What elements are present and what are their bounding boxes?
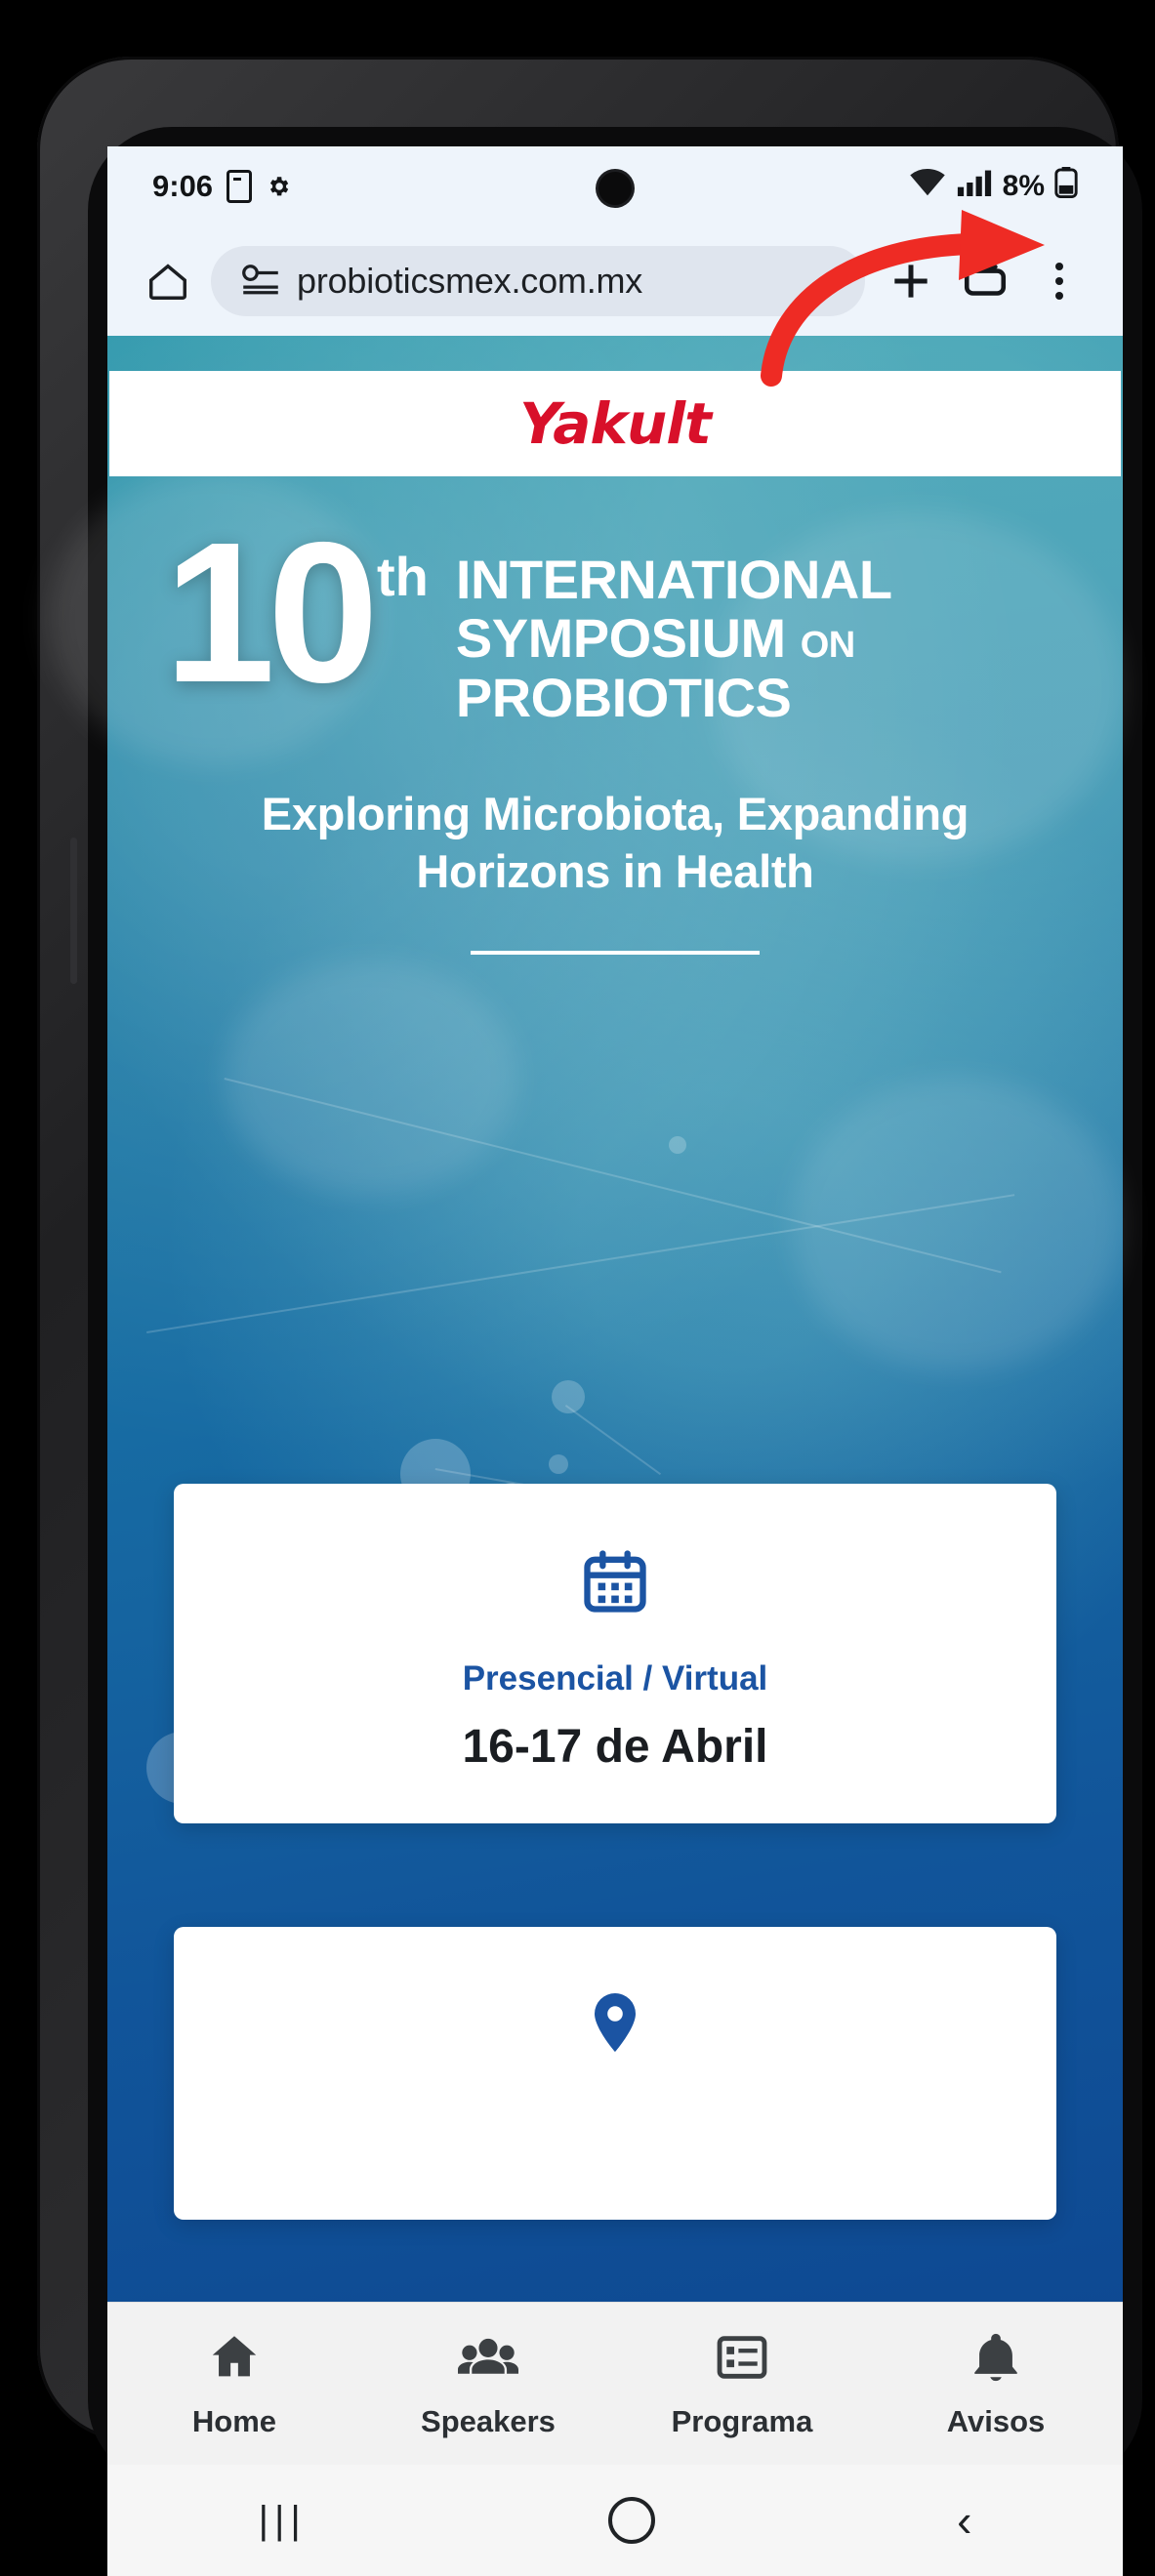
status-bar-clock: 9:06 xyxy=(152,169,214,203)
nav-item-avisos[interactable] xyxy=(869,2329,1123,2439)
calendar-icon xyxy=(174,1484,1056,1618)
hero-subtitle-line-1: Exploring Microbiota, Expanding xyxy=(261,788,969,840)
nav-label-speakers: Speakers xyxy=(421,2403,556,2438)
omnibox[interactable] xyxy=(211,246,865,316)
hero-heading xyxy=(107,501,1123,728)
bg-texture xyxy=(225,961,517,1195)
home-button[interactable] xyxy=(608,2497,655,2544)
speakers-group-icon xyxy=(458,2329,518,2391)
bell-icon xyxy=(969,2329,1022,2391)
tab-switcher-icon[interactable] xyxy=(957,253,1013,309)
plus-icon[interactable] xyxy=(883,253,939,309)
wifi-icon xyxy=(909,169,946,204)
hero-title-line-2-small: ON xyxy=(800,625,855,667)
nav-item-programa[interactable] xyxy=(615,2329,869,2439)
hero-title-line-3: PROBIOTICS xyxy=(455,666,792,728)
hero-edition-ordinal: th xyxy=(377,546,429,607)
hero-title-line-1: INTERNATIONAL xyxy=(455,549,892,610)
left-side-button[interactable] xyxy=(70,838,77,984)
program-list-icon xyxy=(714,2329,770,2391)
hero-title-line-2: SYMPOSIUM xyxy=(455,607,786,670)
date-card[interactable] xyxy=(174,1484,1056,1823)
status-bar-right xyxy=(909,167,1078,206)
hero-section xyxy=(107,501,1123,955)
location-card[interactable] xyxy=(174,1927,1056,2220)
web-page-content xyxy=(107,336,1123,2465)
nav-item-speakers[interactable] xyxy=(361,2329,615,2439)
hero-title xyxy=(456,551,892,727)
phone-screen xyxy=(107,146,1123,2546)
bg-network-node xyxy=(549,1454,568,1474)
hero-title-line-2-wrap xyxy=(456,609,892,668)
url-text[interactable]: probioticsmex.com.mx xyxy=(297,261,643,301)
date-card-caption: Presencial / Virtual xyxy=(462,1659,768,1697)
bg-texture xyxy=(791,1078,1123,1370)
cellular-signal-icon xyxy=(956,169,993,204)
hero-edition-number: 10 xyxy=(164,501,372,724)
nav-label-programa: Programa xyxy=(671,2403,813,2438)
android-status-bar xyxy=(107,146,1123,226)
nav-item-home[interactable] xyxy=(107,2329,361,2439)
battery-percentage: 8% xyxy=(1002,170,1045,202)
front-camera-punch-hole xyxy=(598,172,632,205)
home-icon[interactable] xyxy=(143,256,193,307)
android-navigation-bar xyxy=(107,2465,1123,2576)
nav-label-avisos: Avisos xyxy=(946,2403,1046,2438)
recents-button[interactable]: ||| xyxy=(258,2498,307,2542)
status-bar-left xyxy=(152,169,291,204)
site-logo-bar xyxy=(109,371,1121,476)
sim-card-icon xyxy=(227,170,252,203)
cookie-permission-icon[interactable] xyxy=(240,263,281,301)
phone-body xyxy=(37,57,1119,2546)
home-icon xyxy=(206,2329,263,2391)
hero-divider xyxy=(471,951,760,955)
bg-network-node xyxy=(669,1136,686,1154)
battery-icon xyxy=(1054,167,1078,206)
gear-icon xyxy=(266,174,291,199)
nav-label-home: Home xyxy=(191,2403,277,2438)
location-pin-icon xyxy=(174,1927,1056,2058)
hero-subtitle xyxy=(107,786,1123,900)
date-card-value: 16-17 de Abril xyxy=(462,1721,768,1773)
yakult-logo: Yakult xyxy=(519,390,711,457)
bg-network-link xyxy=(565,1405,661,1475)
three-dot-menu-icon[interactable] xyxy=(1031,253,1088,309)
app-bottom-nav xyxy=(107,2302,1123,2465)
browser-toolbar xyxy=(107,226,1123,336)
hero-subtitle-line-2: Horizons in Health xyxy=(416,844,814,897)
back-button[interactable]: ‹ xyxy=(957,2495,972,2546)
